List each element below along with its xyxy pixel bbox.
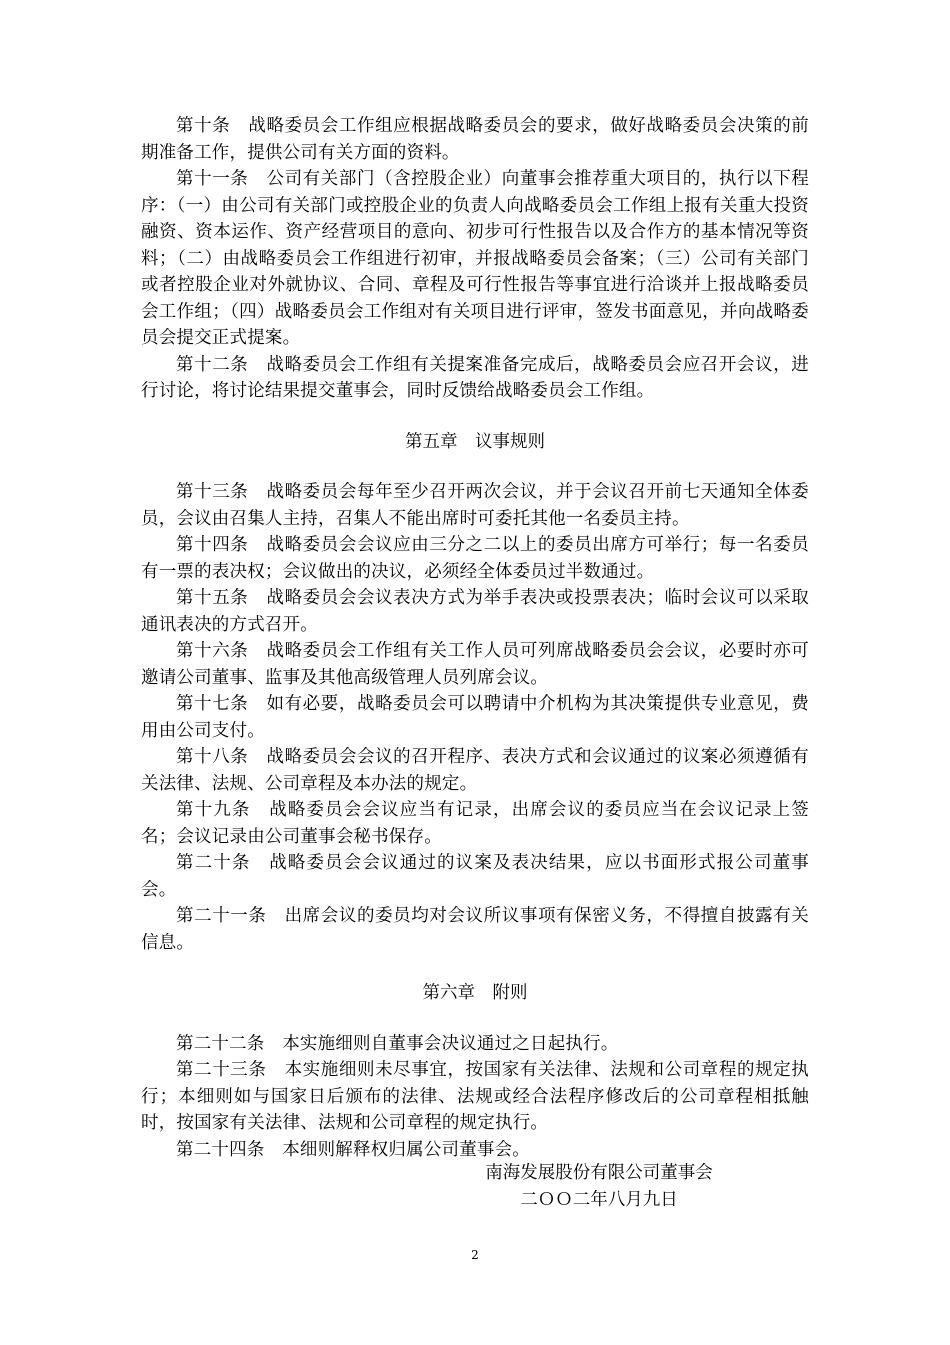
- article-23: 第二十三条 本实施细则未尽事宜，按国家有关法律、法规和公司章程的规定执行；本细则如与国家日后颁布的法律、法规或经合法程序修改后的公司章程相抵触时，按国家有关法律、法规和公司章程的规定执行。: [141, 1060, 809, 1133]
- article-17: 第十七条 如有必要，战略委员会可以聘请中介机构为其决策提供专业意见，费用由公司支付。: [141, 694, 809, 741]
- page-number: 2: [471, 1248, 479, 1262]
- document-body: [141, 113, 809, 1163]
- article-19: 第十九条 战略委员会会议应当有记录，出席会议的委员应当在会议记录上签名；会议记录由公司董事会秘书保存。: [141, 800, 809, 847]
- article-12: 第十二条 战略委员会工作组有关提案准备完成后，战略委员会应召开会议，进行讨论，将讨论结果提交董事会，同时反馈给战略委员会工作组。: [141, 354, 809, 401]
- article-11: 第十一条 公司有关部门（含控股企业）向董事会推荐重大项目的，执行以下程序：（一）由公司有关部门或控股企业的负责人向战略委员会工作组上报有关重大投资融资、资本运作、资产经营项目的意向、初步可行性报告以及合作方的基本情况等资料；（二）由战略委员会工作组进行初审，并报战略委员会备案；（三）公司有关部门或者控股企业对外就协议、合同、章程及可行性报告等事宜进行洽谈并上报战略委员会工作组；（四）战略委员会工作组对有关项目进行评审，签发书面意见，并向战略委员会提交正式提案。: [141, 169, 809, 348]
- signature-company: 南海发展股份有限公司董事会: [485, 1163, 713, 1183]
- article-20: 第二十条 战略委员会会议通过的议案及表决结果，应以书面形式报公司董事会。: [141, 853, 809, 900]
- article-24: 第二十四条 本细则解释权归属公司董事会。: [176, 1139, 530, 1160]
- chapter-6-title: 第六章 附则: [422, 983, 528, 1003]
- article-16: 第十六条 战略委员会工作组有关工作人员可列席战略委员会会议，必要时亦可邀请公司董事、监事及其他高级管理人员列席会议。: [141, 641, 809, 688]
- article-10: 第十条 战略委员会工作组应根据战略委员会的要求，做好战略委员会决策的前期准备工作，提供公司有关方面的资料。: [141, 116, 809, 163]
- signature-block: [469, 1160, 729, 1214]
- signature-date: 二ＯＯ二年八月九日: [520, 1190, 678, 1210]
- article-14: 第十四条 战略委员会会议应由三分之二以上的委员出席方可举行；每一名委员有一票的表决权；会议做出的决议，必须经全体委员过半数通过。: [141, 535, 809, 582]
- article-13: 第十三条 战略委员会每年至少召开两次会议，并于会议召开前七天通知全体委员，会议由召集人主持，召集人不能出席时可委托其他一名委员主持。: [141, 482, 809, 529]
- article-15: 第十五条 战略委员会会议表决方式为举手表决或投票表决；临时会议可以采取通讯表决的方式召开。: [141, 588, 809, 635]
- article-21: 第二十一条 出席会议的委员均对会议所议事项有保密义务，不得擅自披露有关信息。: [141, 906, 809, 953]
- article-22: 第二十二条 本实施细则自董事会决议通过之日起执行。: [176, 1033, 619, 1054]
- article-18: 第十八条 战略委员会会议的召开程序、表决方式和会议通过的议案必须遵循有关法律、法规、公司章程及本办法的规定。: [141, 747, 809, 794]
- chapter-5-title: 第五章 议事规则: [405, 431, 545, 452]
